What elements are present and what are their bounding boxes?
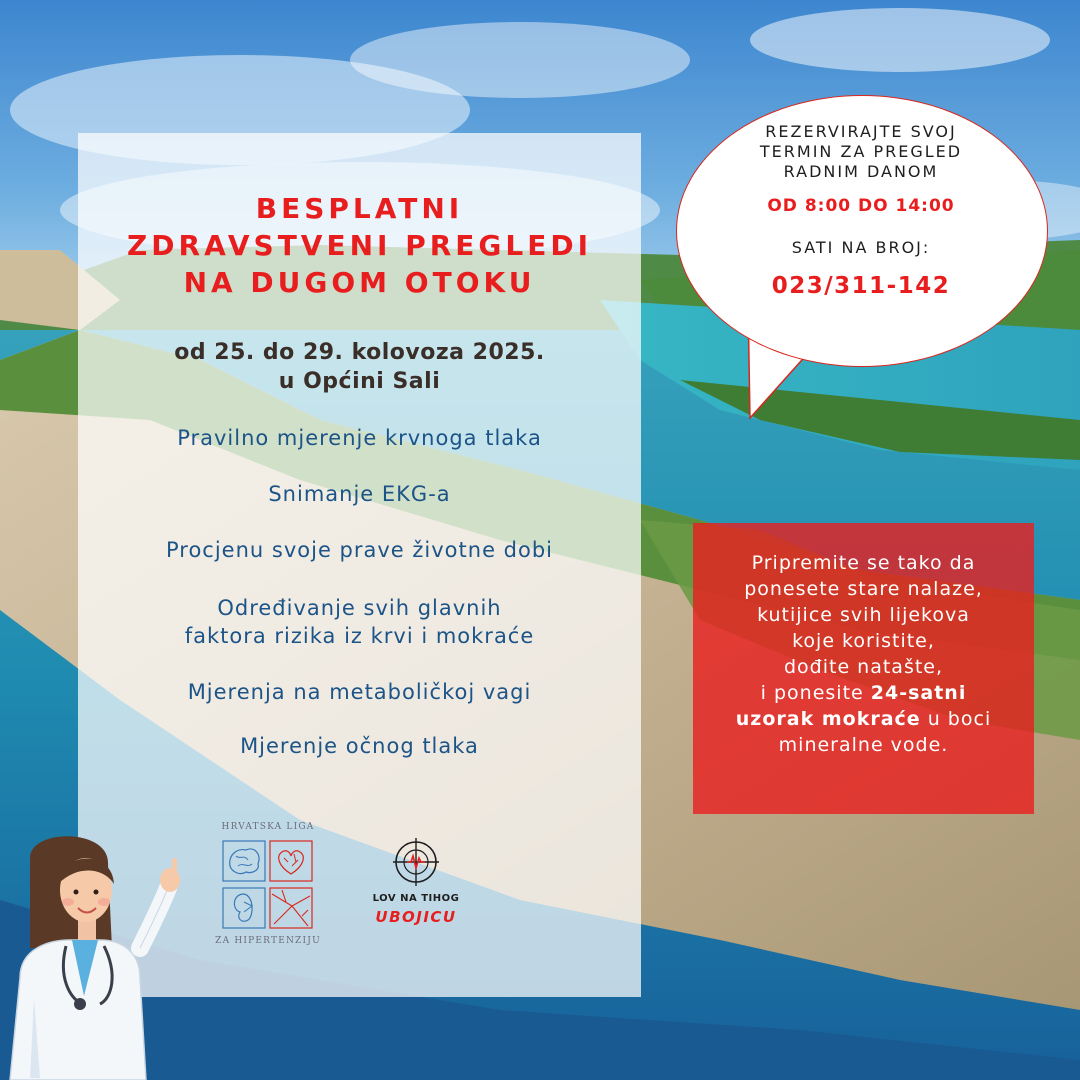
title-line: ZDRAVSTVENI PREGLEDI: [126, 229, 593, 262]
brain-icon: [223, 841, 265, 881]
title-line: BESPLATNI: [255, 192, 464, 225]
note-line: mineralne vode.: [778, 734, 949, 756]
heart-icon: [270, 841, 312, 881]
lov-logo-bottom-text: UBOJICU: [375, 908, 457, 926]
booking-phone: 023/311-142: [771, 273, 951, 299]
service-item: Mjerenje očnog tlaka: [240, 734, 479, 758]
hlh-logo: [212, 822, 324, 952]
note-emphasis: uzorak mokraće: [735, 708, 921, 730]
booking-line: TERMIN ZA PREGLED: [759, 142, 963, 161]
note-line: ponesete stare nalaze,: [744, 578, 983, 600]
service-item: Mjerenja na metaboličkoj vagi: [187, 680, 532, 704]
note-line: Pripremite se tako da: [751, 552, 976, 574]
hlh-logo-bottom-text: ZA HIPERTENZIJU: [215, 936, 321, 946]
booking-hours: OD 8:00 DO 14:00: [767, 196, 955, 216]
booking-line: RADNIM DANOM: [783, 162, 939, 181]
note-line: [693, 706, 1034, 732]
event-dates: [78, 338, 641, 396]
poster-title: [78, 190, 641, 301]
note-line: [693, 680, 1034, 706]
note-text: i ponesite: [760, 682, 871, 704]
lov-logo-top-text: LOV NA TIHOG: [372, 893, 460, 904]
service-item: Određivanje svih glavnih: [217, 596, 502, 620]
lov-logo: [360, 838, 472, 928]
note-line: koje koristite,: [792, 630, 935, 652]
service-item: faktora rizika iz krvi i mokraće: [184, 624, 535, 648]
booking-line: REZERVIRAJTE SVOJ: [765, 122, 957, 141]
location-line: u Općini Sali: [278, 369, 441, 394]
date-line: od 25. do 29. kolovoza 2025.: [174, 340, 545, 365]
note-text: u boci: [920, 708, 992, 730]
note-line: kutijice svih lijekova: [757, 604, 970, 626]
hlh-logo-top-text: HRVATSKA LIGA: [221, 822, 315, 832]
kidney-icon: [223, 888, 265, 928]
service-item: Pravilno mjerenje krvnoga tlaka: [177, 426, 542, 450]
note-line: dođite natašte,: [783, 656, 944, 678]
service-item: Snimanje EKG-a: [268, 482, 451, 506]
title-line: NA DUGOM OTOKU: [183, 266, 536, 299]
service-item: Procjenu svoje prave životne dobi: [165, 538, 554, 562]
booking-call-label: SATI NA BROJ:: [791, 238, 931, 257]
booking-text: [676, 122, 1046, 299]
vessels-icon: [270, 888, 312, 928]
crosshair-icon: [393, 838, 439, 886]
doctor-illustration: [0, 828, 200, 1080]
note-emphasis: 24-satni: [870, 682, 967, 704]
preparation-note: [693, 523, 1034, 814]
